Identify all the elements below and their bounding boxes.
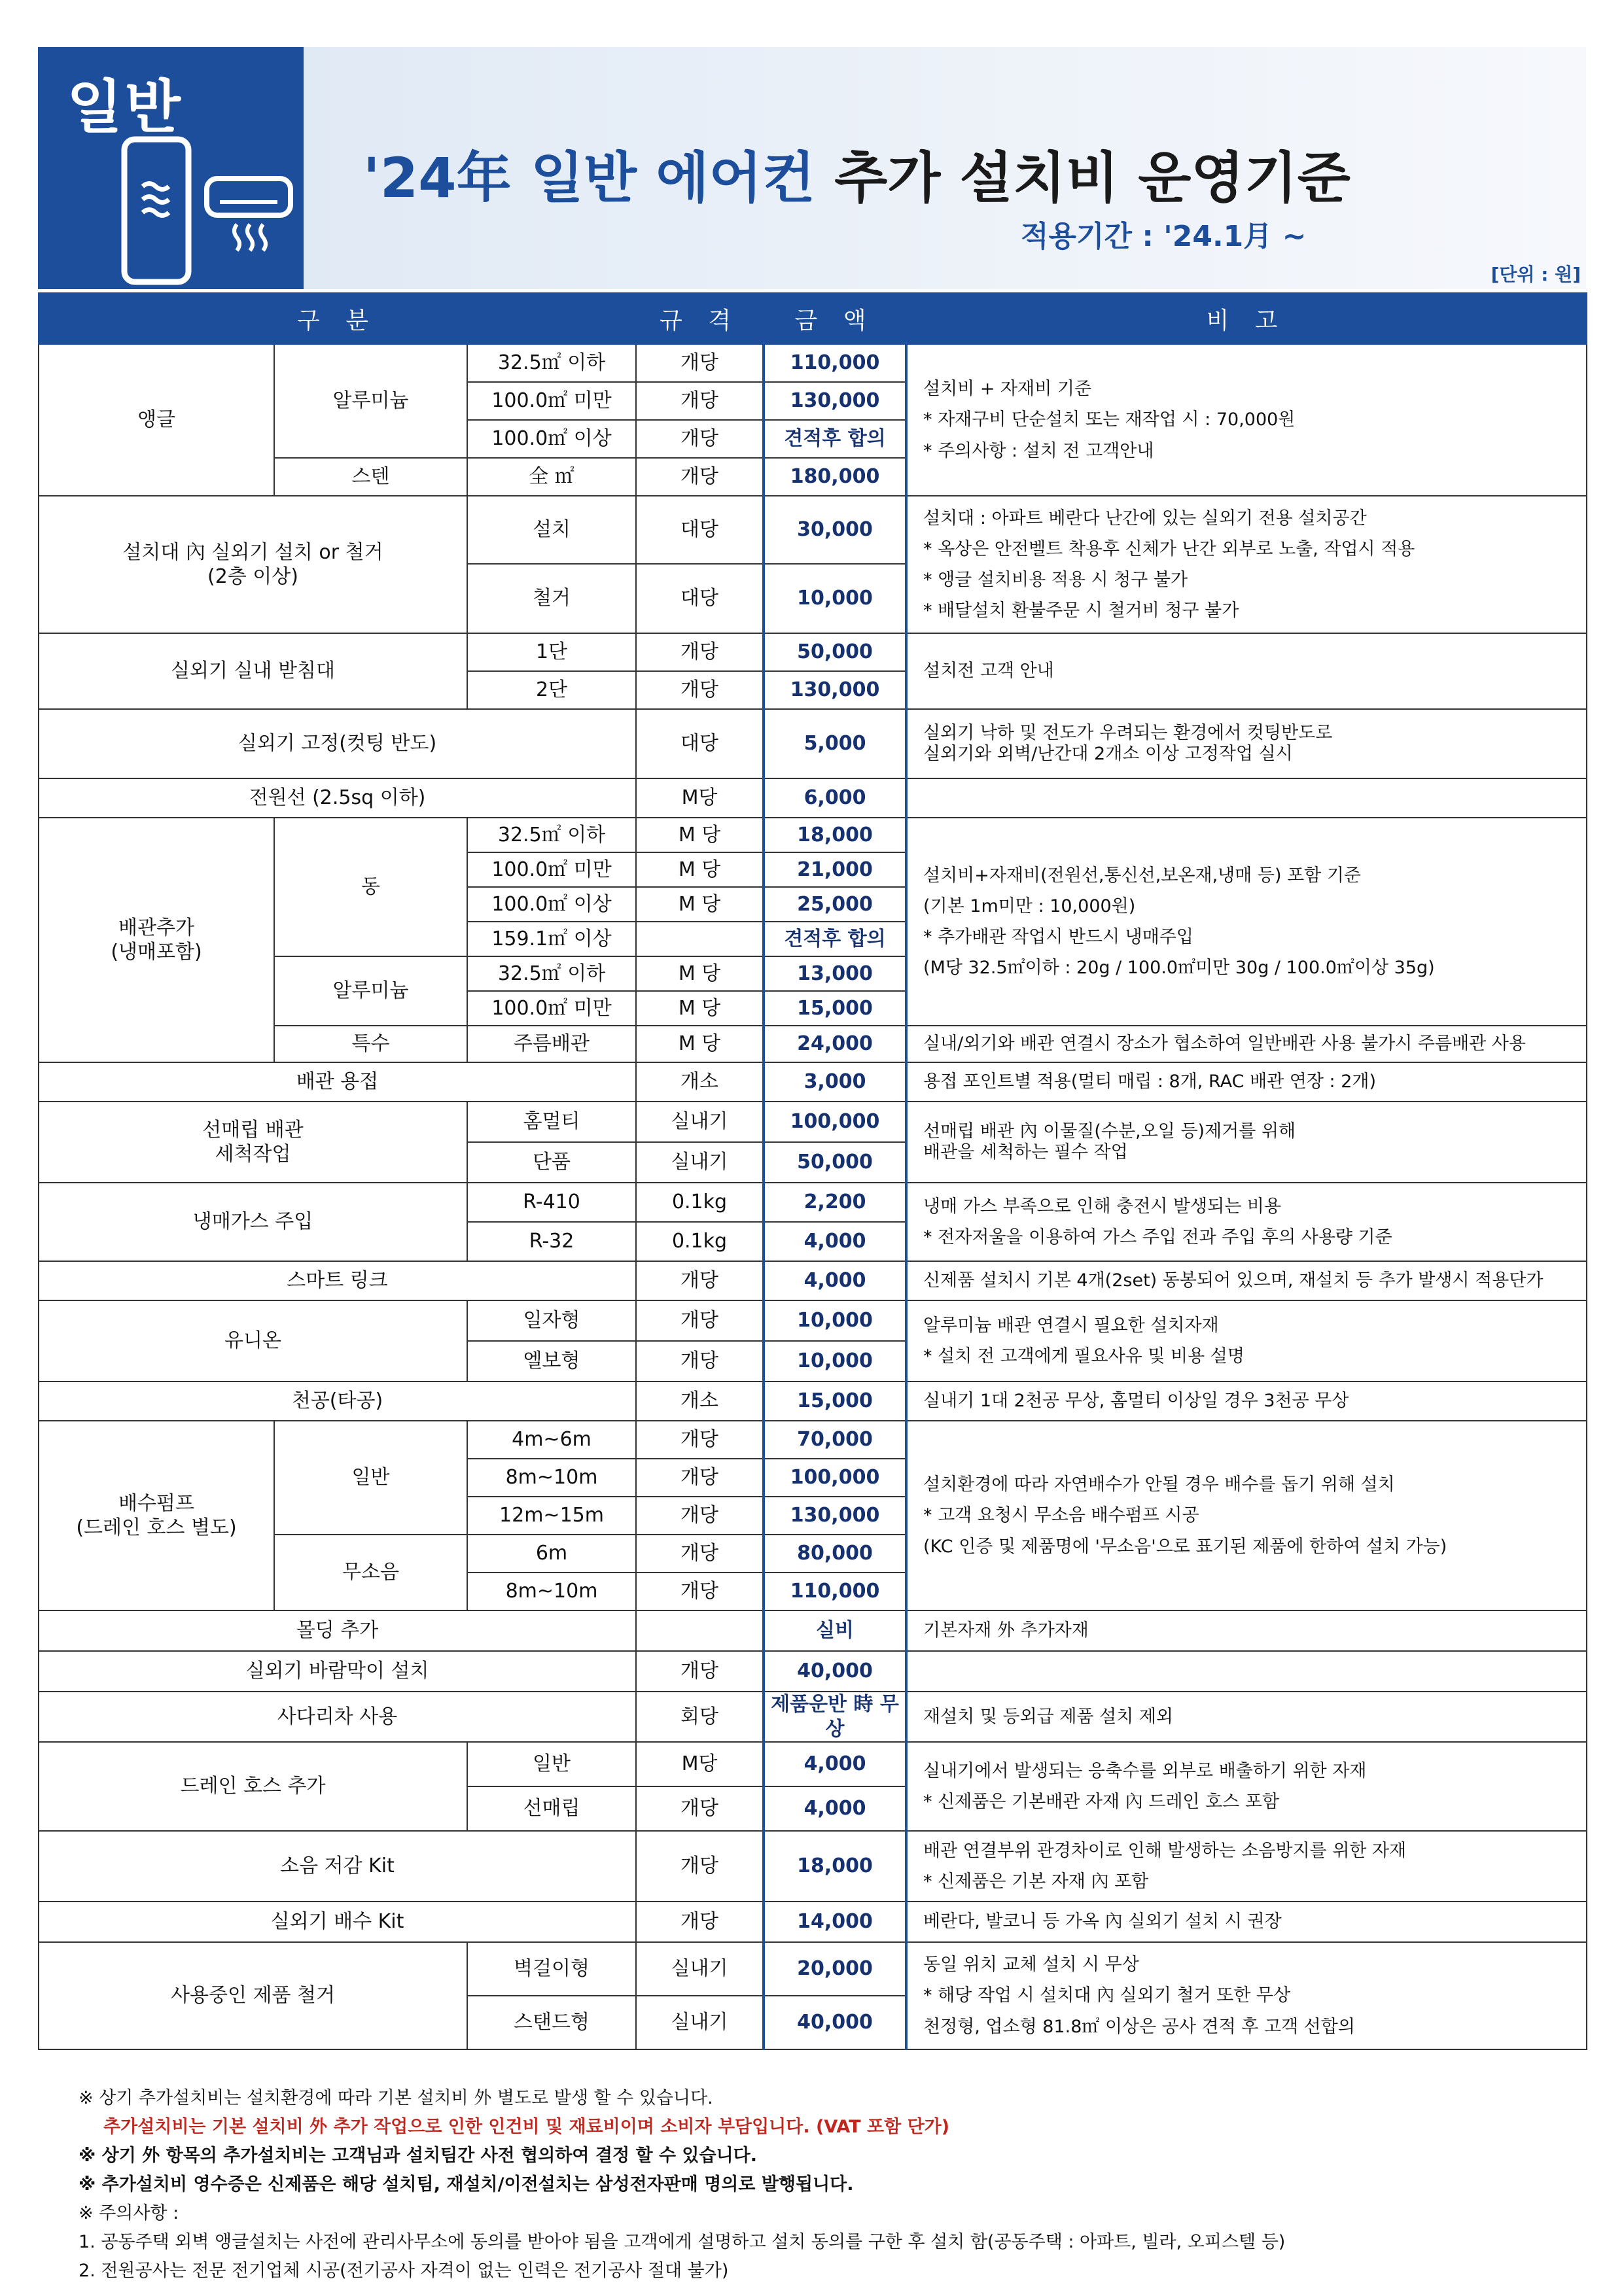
row-category: 실외기 바람막이 설치	[39, 1651, 636, 1692]
title-rest: 추가 설치비 운영기준	[815, 146, 1350, 210]
row-unit: 개당	[636, 1261, 764, 1300]
row-amount: 15,000	[764, 1382, 906, 1421]
row-note	[906, 1382, 1587, 1421]
note-line: 배관을 세척하는 필수 작업	[923, 1142, 1128, 1162]
header-note: 비 고	[906, 293, 1587, 344]
table-row	[39, 1692, 1587, 1742]
row-note	[906, 1902, 1587, 1942]
row-subcategory: R-32	[467, 1222, 636, 1261]
row-category: 유니온	[39, 1300, 467, 1382]
row-note	[906, 1692, 1587, 1742]
note-line: 설치비+자재비(전원선,통신선,보온재,냉매 등) 포함 기준	[923, 865, 1362, 886]
row-subcategory: 벽걸이형	[467, 1942, 636, 1996]
row-subcategory: 2단	[467, 671, 636, 709]
note-line: 실내기에서 발생되는 응축수를 외부로 배출하기 위한 자재	[923, 1760, 1367, 1781]
table-row	[39, 496, 1587, 564]
category-line: 설치대 內 실외기 설치 or 철거	[122, 540, 383, 564]
row-size: 8m~10m	[467, 1573, 636, 1610]
row-category: 스마트 링크	[39, 1261, 636, 1300]
row-unit: 개당	[636, 382, 764, 420]
row-category: 실외기 배수 Kit	[39, 1902, 636, 1942]
row-amount: 13,000	[764, 956, 906, 991]
unit-label: [단위 : 원]	[1491, 264, 1581, 285]
row-unit: 0.1kg	[636, 1183, 764, 1222]
row-subcategory: 홈멀티	[467, 1102, 636, 1142]
note-line: (M당 32.5㎡이하 : 20g / 100.0㎡미만 30g / 100.0㎡이상 35g)	[923, 958, 1435, 979]
row-amount: 5,000	[764, 709, 906, 778]
row-note	[906, 709, 1587, 778]
row-unit: M 당	[636, 887, 764, 922]
row-unit: M 당	[636, 852, 764, 887]
row-category	[39, 1421, 274, 1610]
row-amount: 70,000	[764, 1421, 906, 1459]
row-amount: 10,000	[764, 1300, 906, 1341]
category-line: 선매립 배관	[202, 1118, 304, 1141]
row-note	[906, 1026, 1587, 1062]
row-amount: 110,000	[764, 344, 906, 382]
table-row	[39, 1421, 1587, 1459]
row-size: 100.0㎡ 이상	[467, 420, 636, 458]
standing-aircon-icon	[120, 135, 192, 286]
row-unit: 개당	[636, 1535, 764, 1573]
row-amount: 4,000	[764, 1261, 906, 1300]
row-note	[906, 1062, 1587, 1102]
row-subcategory: 특수	[274, 1026, 467, 1062]
row-subcategory: 설치	[467, 496, 636, 564]
row-amount: 2,200	[764, 1183, 906, 1222]
row-category: 천공(타공)	[39, 1382, 636, 1421]
note-line: 천정형, 업소형 81.8㎡ 이상은 공사 견적 후 고객 선합의	[923, 2016, 1355, 2037]
row-subcategory: 철거	[467, 564, 636, 633]
row-amount: 4,000	[764, 1742, 906, 1786]
row-unit: 실내기	[636, 1142, 764, 1183]
note-line: (KC 인증 및 제품명에 '무소음'으로 표기된 제품에 한하여 설치 가능)	[923, 1536, 1447, 1557]
header-amount: 금 액	[764, 293, 906, 344]
row-amount: 14,000	[764, 1902, 906, 1942]
row-subcategory: 무소음	[274, 1535, 467, 1610]
note-line: * 해당 작업 시 설치대 內 실외기 철거 또한 무상	[923, 1985, 1291, 2006]
header-spec: 규 격	[636, 293, 764, 344]
table-header-row	[39, 293, 1587, 344]
row-amount: 실비	[764, 1610, 906, 1651]
table-row	[39, 1742, 1587, 1786]
row-subcategory: 선매립	[467, 1786, 636, 1831]
table-row	[39, 1610, 1587, 1651]
row-note	[906, 344, 1587, 496]
table-row	[39, 1902, 1587, 1942]
row-amount: 180,000	[764, 458, 906, 496]
category-line: 배수펌프	[118, 1491, 194, 1515]
row-unit: 대당	[636, 564, 764, 633]
category-line: 세척작업	[215, 1143, 291, 1166]
row-category: 배관 용접	[39, 1062, 636, 1102]
row-amount: 견적후 합의	[764, 922, 906, 956]
row-amount: 100,000	[764, 1459, 906, 1497]
row-amount: 130,000	[764, 382, 906, 420]
row-category: 몰딩 추가	[39, 1610, 636, 1651]
category-line: (드레인 호스 별도)	[76, 1516, 237, 1539]
row-size: 32.5㎡ 이하	[467, 818, 636, 852]
wall-aircon-icon	[203, 175, 294, 260]
row-unit: 개당	[636, 344, 764, 382]
row-note	[906, 1651, 1587, 1692]
footer-notes	[79, 2084, 1551, 2286]
row-category: 앵글	[39, 344, 274, 496]
row-category: 실외기 실내 받침대	[39, 633, 467, 709]
row-subcategory: 알루미늄	[274, 344, 467, 458]
note-line: * 설치 전 고객에게 필요사유 및 비용 설명	[923, 1346, 1244, 1366]
row-unit: 개당	[636, 633, 764, 671]
note-line: * 신제품은 기본 자재 內 포함	[923, 1871, 1149, 1892]
row-unit	[636, 922, 764, 956]
row-amount: 10,000	[764, 564, 906, 633]
header-category: 구 분	[39, 293, 636, 344]
note-line: 냉매 가스 부족으로 인해 충전시 발생되는 비용	[923, 1196, 1282, 1217]
row-amount: 21,000	[764, 852, 906, 887]
row-subcategory: 일자형	[467, 1300, 636, 1341]
note-line: 설치환경에 따라 자연배수가 안될 경우 배수를 돕기 위해 설치	[923, 1474, 1395, 1495]
row-unit: 대당	[636, 496, 764, 564]
table-row	[39, 1261, 1587, 1300]
note-line: * 전자저울을 이용하여 가스 주입 전과 주입 후의 사용량 기준	[923, 1227, 1392, 1247]
row-unit: 개소	[636, 1382, 764, 1421]
table-row	[39, 1942, 1587, 1996]
row-unit: 개당	[636, 1459, 764, 1497]
row-amount: 25,000	[764, 887, 906, 922]
note-line: 설치비 + 자재비 기준	[923, 379, 1092, 400]
row-subcategory: 알루미늄	[274, 956, 467, 1026]
row-unit: 개당	[636, 1341, 764, 1382]
table-row	[39, 344, 1587, 382]
row-category	[39, 818, 274, 1062]
table-row	[39, 818, 1587, 852]
row-unit: 회당	[636, 1692, 764, 1742]
category-badge	[38, 47, 304, 289]
row-unit: 실내기	[636, 1102, 764, 1142]
row-unit: 실내기	[636, 1942, 764, 1996]
row-category: 실외기 고정(컷팅 반도)	[39, 709, 636, 778]
row-unit: 개당	[636, 1421, 764, 1459]
apply-period: 적용기간 : '24.1月 ~	[1021, 220, 1307, 253]
row-note	[906, 1831, 1587, 1902]
table-row	[39, 1062, 1587, 1102]
category-line: (2층 이상)	[207, 565, 298, 588]
note-line: * 고객 요청시 무소음 배수펌프 시공	[923, 1505, 1199, 1526]
note-line: * 옥상은 안전벨트 착용후 신체가 난간 외부로 노출, 작업시 적용	[923, 538, 1415, 559]
row-note	[906, 1300, 1587, 1382]
row-amount: 4,000	[764, 1222, 906, 1261]
row-unit: 개당	[636, 1573, 764, 1610]
footer-line: 2. 전원공사는 전문 전기업체 시공(전기공사 자격이 없는 인력은 전기공사 절대 불가)	[79, 2261, 729, 2281]
row-note	[906, 778, 1587, 818]
table-row	[39, 1651, 1587, 1692]
row-amount: 10,000	[764, 1341, 906, 1382]
note-line: 실외기 낙하 및 전도가 우려되는 환경에서 컷팅반도로	[923, 722, 1333, 743]
table-row	[39, 633, 1587, 671]
footer-line-highlight: 추가설치비는 기본 설치비 外 추가 작업으로 인한 인건비 및 재료비이며 소비자 부담입니다. (VAT 포함 단가)	[103, 2117, 950, 2137]
pricing-table	[38, 292, 1587, 2050]
row-note	[906, 1421, 1587, 1610]
table-row	[39, 1382, 1587, 1421]
note-line: 배관 연결부위 관경차이로 인해 발생하는 소음방지를 위한 자재	[923, 1840, 1407, 1861]
row-category: 사다리차 사용	[39, 1692, 636, 1742]
page-title	[363, 134, 1350, 213]
note-line: 기본자재 外 추가자재	[923, 1620, 1089, 1641]
row-amount: 40,000	[764, 1996, 906, 2049]
row-category: 사용중인 제품 철거	[39, 1942, 467, 2049]
row-note	[906, 818, 1587, 1026]
row-unit: 개소	[636, 1062, 764, 1102]
table-row	[39, 1183, 1587, 1222]
note-line: 실내기 1대 2천공 무상, 홈멀티 이상일 경우 3천공 무상	[923, 1391, 1349, 1412]
row-amount: 40,000	[764, 1651, 906, 1692]
row-unit: 개당	[636, 1651, 764, 1692]
row-subcategory: 1단	[467, 633, 636, 671]
footer-line: ※ 상기 外 항목의 추가설치비는 고객님과 설치팀간 사전 협의하여 결정 할 수 있습니다.	[79, 2146, 758, 2166]
note-line: 신제품 설치시 기본 4개(2set) 동봉되어 있으며, 재설치 등 추가 발생시 적용단가	[923, 1270, 1544, 1291]
footer-line: ※ 추가설치비 영수증은 신제품은 해당 설치팀, 재설치/이전설치는 삼성전자판매 명의로 발행됩니다.	[79, 2174, 854, 2195]
row-amount: 24,000	[764, 1026, 906, 1062]
footer-line: 1. 공동주택 외벽 앵글설치는 사전에 관리사무소에 동의를 받아야 됨을 고객에게 설명하고 설치 동의를 구한 후 설치 함(공동주택 : 아파트, 빌라, 오피스텔 등)	[79, 2232, 1286, 2252]
category-line: 배관추가	[118, 916, 194, 939]
row-size: 全 ㎡	[467, 458, 636, 496]
row-size: 159.1㎡ 이상	[467, 922, 636, 956]
row-unit: 개당	[636, 420, 764, 458]
row-size: 주름배관	[467, 1026, 636, 1062]
footer-line: ※ 주의사항 :	[79, 2203, 179, 2223]
category-line: (냉매포함)	[111, 941, 202, 964]
row-amount: 4,000	[764, 1786, 906, 1831]
footer-line: ※ 상기 추가설치비는 설치환경에 따라 기본 설치비 外 별도로 발생 할 수 있습니다.	[79, 2088, 713, 2108]
row-amount: 110,000	[764, 1573, 906, 1610]
row-size: 100.0㎡ 이상	[467, 887, 636, 922]
row-amount: 15,000	[764, 991, 906, 1026]
row-subcategory: 스텐	[274, 458, 467, 496]
row-note	[906, 633, 1587, 709]
row-category: 드레인 호스 추가	[39, 1742, 467, 1831]
row-amount: 130,000	[764, 1497, 906, 1535]
row-note	[906, 496, 1587, 633]
row-category	[39, 1102, 467, 1183]
title-highlight: '24年 일반 에어컨	[363, 146, 815, 210]
row-unit: 개당	[636, 1786, 764, 1831]
row-amount: 20,000	[764, 1942, 906, 1996]
row-amount: 18,000	[764, 818, 906, 852]
row-unit: 개당	[636, 1902, 764, 1942]
note-line: 선매립 배관 內 이물질(수분,오일 등)제거를 위해	[923, 1121, 1296, 1141]
note-line: 재설치 및 등외급 제품 설치 제외	[923, 1706, 1173, 1727]
row-note	[906, 1742, 1587, 1831]
note-line: 실외기와 외벽/난간대 2개소 이상 고정작업 실시	[923, 744, 1293, 764]
row-amount: 30,000	[764, 496, 906, 564]
row-subcategory: 스탠드형	[467, 1996, 636, 2049]
table-row	[39, 1300, 1587, 1341]
row-subcategory: 동	[274, 818, 467, 956]
row-amount: 3,000	[764, 1062, 906, 1102]
row-size: 8m~10m	[467, 1459, 636, 1497]
row-unit: M 당	[636, 1026, 764, 1062]
row-note	[906, 1102, 1587, 1183]
table-row	[39, 1831, 1587, 1902]
row-subcategory: 엘보형	[467, 1341, 636, 1382]
row-unit: 개당	[636, 1300, 764, 1341]
row-size: 12m~15m	[467, 1497, 636, 1535]
note-line: * 앵글 설치비용 적용 시 청구 불가	[923, 570, 1188, 590]
note-line: 동일 위치 교체 설치 시 무상	[923, 1955, 1139, 1975]
note-line: 베란다, 발코니 등 가옥 內 실외기 설치 시 권장	[923, 1911, 1282, 1932]
row-amount: 50,000	[764, 1142, 906, 1183]
note-line: (기본 1m미만 : 10,000원)	[923, 896, 1136, 916]
note-line: 설치전 고객 안내	[923, 661, 1054, 682]
row-subcategory: R-410	[467, 1183, 636, 1222]
row-size: 32.5㎡ 이하	[467, 956, 636, 991]
row-unit: M당	[636, 1742, 764, 1786]
row-note	[906, 1261, 1587, 1300]
row-amount: 견적후 합의	[764, 420, 906, 458]
row-unit: 개당	[636, 458, 764, 496]
row-size: 6m	[467, 1535, 636, 1573]
note-line: 실내/외기와 배관 연결시 장소가 협소하여 일반배관 사용 불가시 주름배관 사용	[923, 1034, 1526, 1054]
row-unit: M 당	[636, 956, 764, 991]
row-size: 4m~6m	[467, 1421, 636, 1459]
row-note	[906, 1610, 1587, 1651]
note-line: * 추가배관 작업시 반드시 냉매주입	[923, 927, 1193, 947]
note-line: 알루미늄 배관 연결시 필요한 설치자재	[923, 1315, 1219, 1336]
row-amount: 6,000	[764, 778, 906, 818]
row-unit	[636, 1610, 764, 1651]
table-row	[39, 778, 1587, 818]
row-subcategory: 일반	[467, 1742, 636, 1786]
row-note	[906, 1183, 1587, 1261]
table-row	[39, 709, 1587, 778]
row-amount: 제품운반 時 무상	[764, 1692, 906, 1742]
row-unit: 개당	[636, 671, 764, 709]
note-line: 설치대 : 아파트 베란다 난간에 있는 실외기 전용 설치공간	[923, 508, 1367, 529]
row-amount: 18,000	[764, 1831, 906, 1902]
note-line: * 배달설치 환불주문 시 철거비 청구 불가	[923, 600, 1239, 621]
row-unit: M 당	[636, 991, 764, 1026]
row-category: 전원선 (2.5sq 이하)	[39, 778, 636, 818]
row-unit: 대당	[636, 709, 764, 778]
row-category: 냉매가스 주입	[39, 1183, 467, 1261]
row-size: 100.0㎡ 미만	[467, 991, 636, 1026]
row-size: 100.0㎡ 미만	[467, 382, 636, 420]
row-amount: 80,000	[764, 1535, 906, 1573]
row-unit: 0.1kg	[636, 1222, 764, 1261]
row-category: 소음 저감 Kit	[39, 1831, 636, 1902]
row-size: 100.0㎡ 미만	[467, 852, 636, 887]
row-unit: M당	[636, 778, 764, 818]
row-unit: M 당	[636, 818, 764, 852]
row-amount: 50,000	[764, 633, 906, 671]
note-line: * 자재구비 단순설치 또는 재작업 시 : 70,000원	[923, 409, 1296, 430]
note-line: * 주의사항 : 설치 전 고객안내	[923, 440, 1154, 461]
note-line: * 신제품은 기본배관 자재 內 드레인 호스 포함	[923, 1792, 1279, 1812]
badge-label: 일반	[67, 73, 184, 141]
row-category	[39, 496, 467, 633]
row-unit: 개당	[636, 1831, 764, 1902]
row-unit: 개당	[636, 1497, 764, 1535]
row-amount: 100,000	[764, 1102, 906, 1142]
row-note	[906, 1942, 1587, 2049]
row-size: 32.5㎡ 이하	[467, 344, 636, 382]
note-line: 용접 포인트별 적용(멀티 매립 : 8개, RAC 배관 연장 : 2개)	[923, 1071, 1377, 1092]
row-subcategory: 단품	[467, 1142, 636, 1183]
row-amount: 130,000	[764, 671, 906, 709]
row-subcategory: 일반	[274, 1421, 467, 1535]
row-unit: 실내기	[636, 1996, 764, 2049]
table-row	[39, 1102, 1587, 1142]
